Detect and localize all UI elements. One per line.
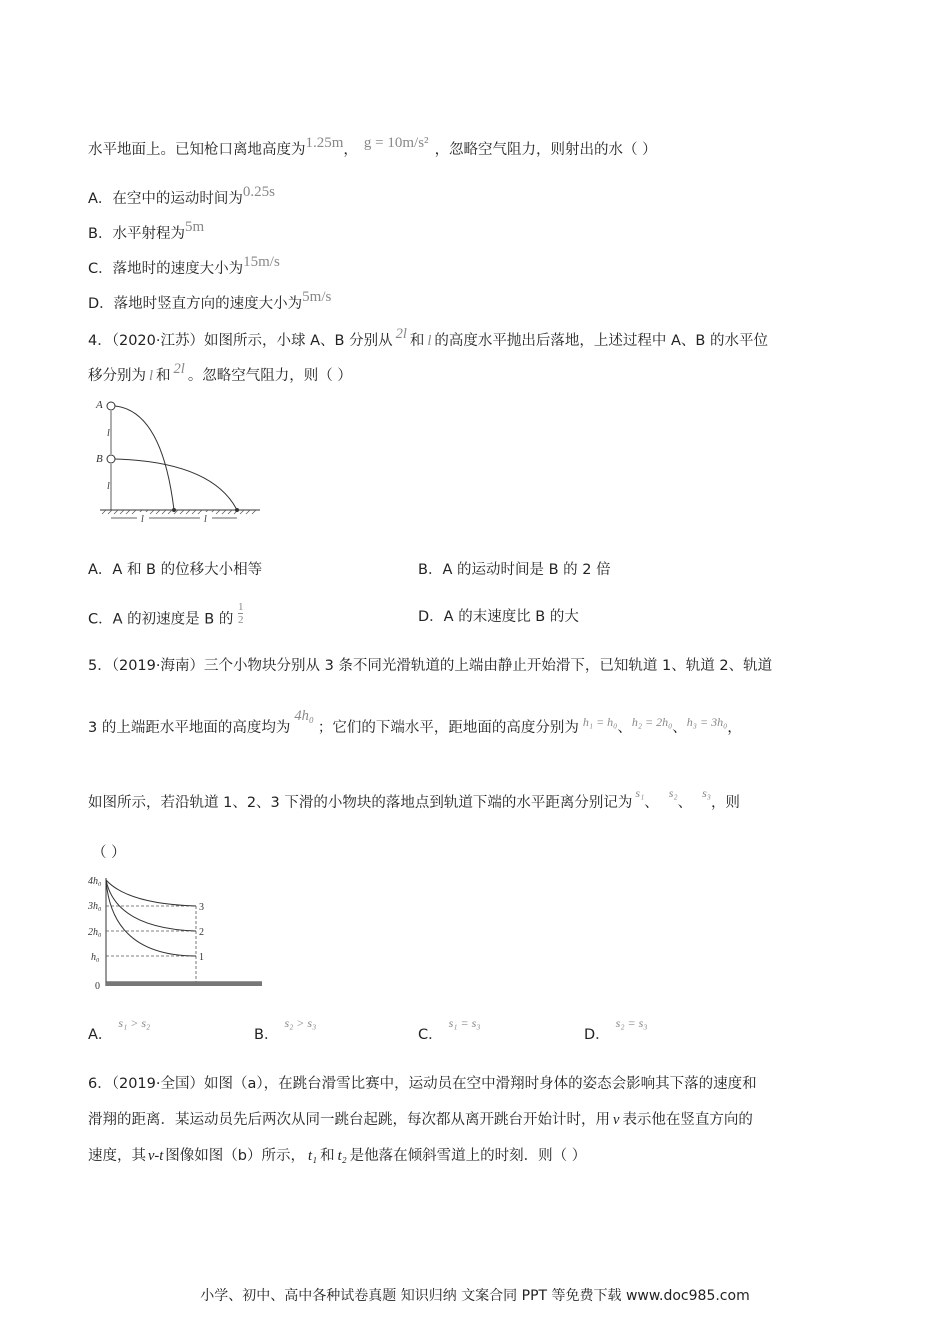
q5-text-a: 3 的上端距水平地面的高度均为 bbox=[88, 720, 291, 736]
q6-stem-line1: 6．（2019·全国）如图（a），在跳台滑雪比赛中，运动员在空中滑翔时身体的姿态会影响其下落的速度和 bbox=[88, 1076, 757, 1092]
q5-ylabel-h0: h₀ bbox=[91, 952, 100, 963]
q4-text-c: 的高度水平抛出后落地，上述过程中 A、B 的水平位 bbox=[434, 333, 768, 349]
q4-option-a: A．A 和 B 的位移大小相等 bbox=[88, 562, 263, 578]
q5-s1-math: s₁ bbox=[635, 786, 645, 800]
q5-option-c-label: C． bbox=[418, 1027, 443, 1043]
q4-fig-label-b: B bbox=[96, 453, 103, 465]
q5-option-d bbox=[584, 1016, 648, 1045]
q5-option-c bbox=[418, 1016, 481, 1045]
q4-frac-num: 1 bbox=[237, 601, 244, 613]
q5-track-1 bbox=[106, 880, 196, 956]
q6-text-f: 是他落在倾斜雪道上的时刻．则（ ） bbox=[349, 1148, 587, 1164]
q4-stem-line2 bbox=[88, 361, 352, 386]
q3-text-a: 水平地面上。已知枪口离地高度为 bbox=[88, 142, 306, 158]
q5-option-d-math: s₂ = s₃ bbox=[615, 1016, 648, 1030]
q3-stem bbox=[88, 135, 657, 160]
q5-ylabel-4h0: 4h₀ bbox=[88, 876, 102, 887]
q3-option-b-label: B．水平射程为 bbox=[88, 226, 185, 242]
q5-ground-hatch bbox=[106, 982, 262, 986]
q4-fig-label-l4: l bbox=[204, 514, 207, 525]
q5-text-c: 如图所示，若沿轨道 1、2、3 下滑的小物块的落地点到轨道下端的水平距离分别记为 bbox=[88, 795, 633, 811]
q4-projectile-figure bbox=[92, 396, 264, 526]
q6-v-math: v bbox=[613, 1112, 620, 1128]
q4-frac-den: 2 bbox=[237, 614, 244, 626]
q3-option-d-math: 5m/s bbox=[302, 289, 332, 305]
q5-option-c-math: s₁ = s₃ bbox=[448, 1016, 481, 1030]
q4-stem-line1 bbox=[88, 326, 768, 351]
q4-fig-label-l3: l bbox=[141, 514, 144, 525]
q3-option-b bbox=[88, 219, 205, 244]
q5-option-a bbox=[88, 1016, 151, 1045]
q3-option-c bbox=[88, 254, 280, 279]
q5-dun-4: 、 bbox=[677, 795, 693, 811]
q5-ylabel-0: 0 bbox=[95, 981, 100, 992]
q5-option-b-math: s₂ > s₃ bbox=[284, 1016, 317, 1030]
q6-vt-math: v-t bbox=[148, 1148, 164, 1164]
q6-text-c: 速度，其 bbox=[88, 1148, 146, 1164]
q5-ylabel-2h0: 2h₀ bbox=[88, 927, 102, 938]
q5-s3-math: s₃ bbox=[702, 786, 711, 800]
q3-option-a-label: A．在空中的运动时间为 bbox=[88, 191, 243, 207]
q6-t1-math: t₁ bbox=[308, 1148, 318, 1164]
q5-option-a-math: s₁ > s₂ bbox=[118, 1016, 151, 1030]
q5-dun-1: 、 bbox=[617, 720, 632, 736]
q3-option-b-math: 5m bbox=[184, 219, 205, 235]
q6-stem-line2 bbox=[88, 1110, 753, 1130]
q5-track-label-1: 1 bbox=[199, 952, 204, 963]
q3-option-d bbox=[88, 289, 332, 314]
q5-4h0-math: 4h₀ bbox=[294, 708, 314, 724]
q4-text-a: 4．（2020·江苏）如图所示，小球 A、B 分别从 bbox=[88, 333, 393, 349]
q5-comma: ， bbox=[727, 720, 742, 736]
q4-ground-hatch bbox=[102, 510, 256, 514]
q4-trajectory-a bbox=[115, 406, 174, 510]
q5-stem-line2 bbox=[88, 708, 742, 738]
q3-sep: ， bbox=[343, 142, 358, 158]
q5-option-b bbox=[254, 1016, 317, 1045]
q6-stem-line3 bbox=[88, 1146, 586, 1166]
q4-text-f: 。忽略空气阻力，则（ ） bbox=[187, 368, 352, 384]
q4-option-c-fraction bbox=[238, 601, 244, 626]
q4-fig-label-a: A bbox=[96, 399, 103, 411]
q5-s2-math: s₂ bbox=[668, 786, 678, 800]
q4-l2-math: l bbox=[149, 368, 154, 384]
q4-text-e: 和 bbox=[156, 368, 171, 384]
q4-option-c bbox=[88, 601, 244, 632]
q5-h2-math: h₂ = 2h₀ bbox=[631, 715, 673, 729]
q3-option-d-label: D．落地时竖直方向的速度大小为 bbox=[88, 296, 303, 312]
q5-answer-paren: （ ） bbox=[92, 845, 126, 861]
q5-option-a-label: A． bbox=[88, 1027, 113, 1043]
q5-text-b: ；它们的下端水平，距地面的高度分别为 bbox=[317, 720, 579, 736]
q5-track-label-2: 2 bbox=[199, 927, 204, 938]
q6-text-b: 表示他在竖直方向的 bbox=[622, 1112, 753, 1128]
q4-option-d: D．A 的末速度比 B 的大 bbox=[418, 609, 579, 625]
q5-track-label-3: 3 bbox=[199, 902, 204, 913]
q3-option-c-math: 15m/s bbox=[243, 254, 280, 270]
q4-ball-b bbox=[107, 455, 115, 463]
q4-trajectory-b bbox=[115, 459, 237, 510]
q3-height-math: 1.25m bbox=[305, 135, 344, 151]
page-footer: 小学、初中、高中各种试卷真题 知识归纳 文案合同 PPT 等免费下载 www.doc985.com bbox=[200, 1288, 750, 1304]
q4-landing-b bbox=[235, 508, 239, 512]
q5-dun-3: 、 bbox=[644, 795, 659, 811]
q4-option-c-label: C．A 的初速度是 B 的 bbox=[88, 611, 234, 628]
q4-text-d: 移分别为 bbox=[88, 368, 146, 384]
q5-option-b-label: B． bbox=[254, 1027, 279, 1043]
q5-h1-math: h₁ = h₀ bbox=[582, 715, 618, 729]
q4-option-b: B．A 的运动时间是 B 的 2 倍 bbox=[418, 562, 611, 578]
q4-l-math: l bbox=[427, 333, 432, 349]
q5-stem-line3 bbox=[88, 786, 740, 813]
q5-dun-2: 、 bbox=[672, 720, 687, 736]
q4-fig-label-l1: l bbox=[107, 428, 110, 439]
q6-text-a: 滑翔的距离．某运动员先后两次从同一跳台起跳，每次都从离开跳台开始计时，用 bbox=[88, 1112, 610, 1128]
q5-option-d-label: D． bbox=[584, 1027, 610, 1043]
q3-option-a-math: 0.25s bbox=[242, 184, 276, 200]
q3-g-math: g = 10m/s² bbox=[363, 135, 429, 151]
q4-fig-label-l2: l bbox=[107, 481, 110, 492]
q3-text-b: ，忽略空气阻力，则射出的水（ ） bbox=[434, 142, 657, 158]
q5-text-d: ，则 bbox=[710, 795, 740, 811]
q3-option-c-label: C．落地时的速度大小为 bbox=[88, 261, 244, 277]
q4-2l2-math: 2l bbox=[173, 361, 185, 377]
q3-option-a bbox=[88, 184, 276, 209]
q6-text-e: 和 bbox=[320, 1148, 335, 1164]
q5-stem-line1: 5．（2019·海南）三个小物块分别从 3 条不同光滑轨道的上端由静止开始滑下，已知轨道 1、轨道 2、轨道 bbox=[88, 658, 773, 674]
q5-ylabel-3h0: 3h₀ bbox=[88, 901, 102, 912]
q4-2l-math: 2l bbox=[395, 326, 407, 342]
q4-text-b: 和 bbox=[409, 333, 425, 349]
q5-h3-math: h₃ = 3h₀ bbox=[686, 715, 728, 729]
q6-text-d: 图像如图（b）所示， bbox=[165, 1148, 306, 1164]
q4-ball-a bbox=[107, 402, 115, 410]
q4-landing-a bbox=[172, 508, 176, 512]
q6-t2-math: t₂ bbox=[337, 1148, 347, 1164]
q5-tracks-figure bbox=[88, 872, 268, 994]
q5-track-3 bbox=[106, 880, 196, 906]
